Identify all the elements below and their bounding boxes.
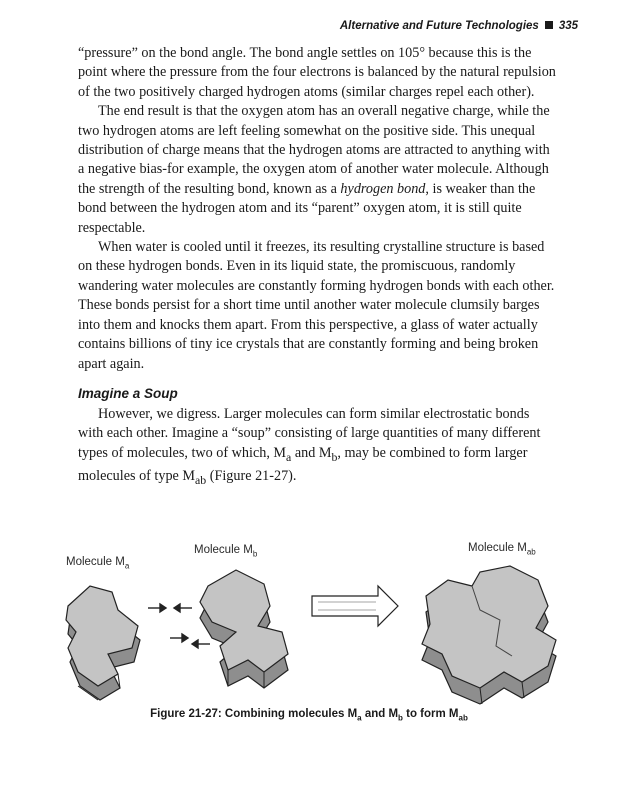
paragraph-2-text-b: , is weaker than the bond between the hydrogen atom and its “parent” oxygen atom, it is still quite respectable. bbox=[78, 180, 536, 236]
paragraph-4 bbox=[78, 405, 556, 490]
paragraph-3: When water is cooled until it freezes, its resulting crystalline structure is based on these hydrogen bonds. Even in its liquid state, the promiscuous, randomly wandering water molecules are constantly forming hydrogen bonds with each other. These bonds persist for a short time until another water molecule clumsily barges into them and knocks them apart. From this perspective, a glass of water actually contains billions of tiny ice crystals that are constantly forming and being broken apart again. bbox=[78, 239, 555, 372]
combine-arrow bbox=[312, 586, 398, 626]
running-title: Alternative and Future Technologies bbox=[339, 20, 539, 32]
caption-text-mid2: to form M bbox=[402, 708, 459, 720]
paragraph-4-text-c: (Figure 21-27). bbox=[206, 467, 297, 484]
paragraph-2 bbox=[78, 102, 556, 238]
square-bullet-icon bbox=[545, 21, 553, 29]
paragraph-1: “pressure” on the bond angle. The bond angle settles on 105° because this is the point where the pressure from the four electrons is balanced by the natural repulsion of the two positively charged hydrogen atoms (similar charges repel each other). bbox=[78, 45, 556, 100]
paragraph-2-text-a: The end result is that the oxygen atom has an overall negative charge, while the two hydrogen atoms are left feeling somewhat on the positive side. This unequal distribution of charge means that the hydrogen atoms are attracted to anything with a negative bias-for example, the oxygen atom of another water molecule. Although the strength of the resulting bond, known as a bbox=[78, 103, 550, 197]
caption-sub-b: b bbox=[398, 713, 403, 723]
subscript-ab: ab bbox=[195, 472, 207, 487]
paragraph-4-text-b: , may be combined to form larger molecules of type M bbox=[78, 444, 528, 484]
page-number: 335 bbox=[558, 20, 578, 32]
term-hydrogen-bond: hydrogen bond bbox=[340, 180, 426, 197]
caption-text-a: Figure 21-27: Combining molecules M bbox=[150, 708, 358, 720]
molecule-b-shape bbox=[200, 570, 288, 688]
label-molecule-ab-sub: ab bbox=[526, 547, 536, 557]
body-text bbox=[78, 44, 556, 490]
label-molecule-b-sub: b bbox=[252, 549, 258, 559]
section-heading: Imagine a Soup bbox=[78, 385, 178, 401]
subscript-a: a bbox=[286, 449, 292, 464]
label-molecule-b-text: Molecule M bbox=[194, 544, 253, 556]
caption-sub-ab: ab bbox=[458, 713, 468, 723]
label-molecule-ab-text: Molecule M bbox=[468, 542, 527, 554]
caption-sub-a: a bbox=[357, 713, 362, 723]
subscript-b: b bbox=[331, 449, 338, 464]
molecule-a-shape bbox=[66, 586, 140, 700]
attraction-arrows bbox=[148, 604, 210, 648]
running-head bbox=[340, 20, 578, 32]
label-molecule-a-text: Molecule M bbox=[66, 556, 125, 568]
label-molecule-a-sub: a bbox=[124, 561, 130, 571]
figure-caption bbox=[0, 708, 618, 722]
caption-text-mid: and M bbox=[361, 708, 399, 720]
paragraph-4-text-mid: and M bbox=[291, 444, 332, 461]
molecules-illustration bbox=[60, 536, 560, 706]
figure-21-27 bbox=[60, 536, 560, 736]
molecule-ab-shape bbox=[422, 566, 556, 704]
paragraph-4-text-a: However, we digress. Larger molecules can form similar electrostatic bonds with each other. Imagine a “soup” consisting of large quantities of many different types of molecules, two of which, M bbox=[78, 405, 541, 461]
